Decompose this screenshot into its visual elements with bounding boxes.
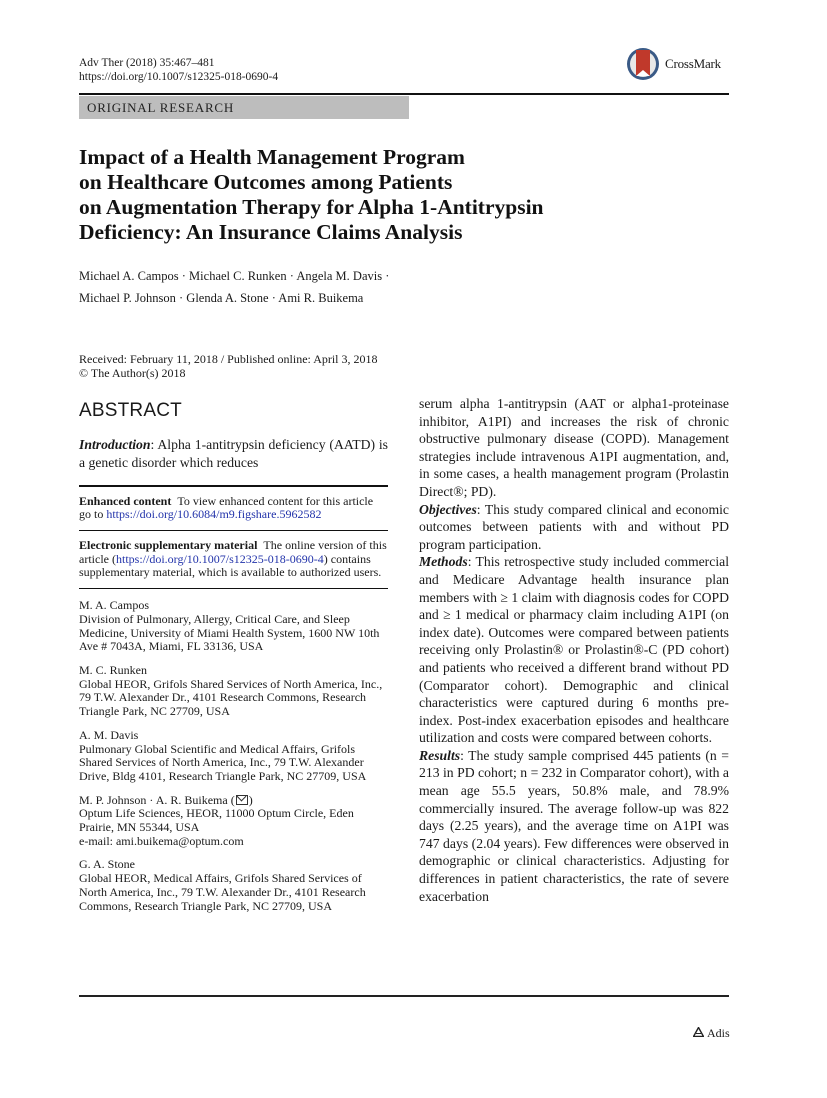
affiliation <box>79 599 388 654</box>
methods-text: : This retrospective study included commercial and Medicare Advantage health insurance plan members with ≥ 1 claim with diagnosis codes for COPD and ≥ 1 medical or pharmacy claim including A1PI (on index date). Outcomes were compared between patients receiving only Prolastin® or Prolastin®-C (PD cohort) and patients who received a different brand without PD (Comparator cohort). Demographic and clinical characteristics were captured during 6 months pre-index. Post-index exacerbation episodes and healthcare utilization and costs were compared between cohorts. <box>419 554 729 746</box>
affiliation-address: Optum Life Sciences, HEOR, 11000 Optum Circle, Eden Prairie, MN 55344, USA <box>79 806 354 835</box>
abstract-methods <box>419 553 729 747</box>
esm-text: The online version of this article ( <box>79 538 387 566</box>
title-line: on Augmentation Therapy for Alpha 1-Antitrypsin <box>79 195 544 219</box>
affiliations <box>79 599 388 913</box>
crossmark-icon <box>626 45 660 83</box>
header-rule <box>79 93 729 95</box>
abstract-objectives <box>419 501 729 554</box>
publisher-name: Adis <box>707 1026 730 1040</box>
abstract-heading: ABSTRACT <box>79 400 182 421</box>
affiliation: M. P. Johnson · A. R. Buikema ( ) Optum Life Sciences, HEOR, 11000 Optum Circle, Eden Prairie, MN 55344, USA e-mail: ami.buikema@optum.com <box>79 794 388 849</box>
journal-header <box>79 56 278 84</box>
left-column <box>79 436 388 923</box>
article-title <box>79 145 719 245</box>
methods-label: Methods <box>419 554 468 570</box>
title-line: Impact of a Health Management Program <box>79 145 465 169</box>
title-line: Deficiency: An Insurance Claims Analysis <box>79 220 463 244</box>
affiliation-address: Global HEOR, Grifols Shared Services of North America, Inc., 79 T.W. Alexander Dr., 4101 Research Commons, Research Triangle Park, NC 27709, USA <box>79 676 383 719</box>
introduction-continued: serum alpha 1-antitrypsin (AAT or alpha1-proteinase inhibitor, A1PI) and increases the risk of chronic obstructive pulmonary disease (COPD). Management strategies include intravenous A1PI augmentation, and, in some cases, a health management program (Prolastin Direct®; PD). <box>419 396 729 499</box>
affiliation-names: M. P. Johnson · A. R. Buikema <box>79 792 228 807</box>
copyright: © The Author(s) 2018 <box>79 366 186 380</box>
results-label: Results <box>419 747 461 763</box>
right-column <box>419 395 729 905</box>
enhanced-content-link[interactable]: https://doi.org/10.6084/m9.figshare.5962582 <box>106 507 322 522</box>
crossmark-label: CrossMark <box>665 56 721 71</box>
enhanced-content-text: To view enhanced content for this article go to <box>79 493 374 522</box>
affiliation-address: Pulmonary Global Scientific and Medical Affairs, Grifols Shared Services of North America, Inc., 79 T.W. Alexander Drive, Bldg 4101, Research Triangle Park, NC 27709, USA <box>79 741 367 783</box>
adis-triangle-icon <box>693 1026 704 1041</box>
esm-link[interactable]: https://doi.org/10.1007/s12325-018-0690-4 <box>115 551 324 566</box>
affiliation <box>79 858 388 913</box>
journal-citation: Adv Ther (2018) 35:467–481 <box>79 57 215 69</box>
envelope-icon <box>236 795 248 805</box>
author-line: Michael A. Campos · Michael C. Runken · Angela M. Davis · <box>79 269 390 283</box>
affiliation-address: Division of Pulmonary, Allergy, Critical Care, and Sleep Medicine, University of Miami Health System, 1600 NW 10th Ave # 7043A, Miami, FL 33136, USA <box>79 611 380 654</box>
abstract-results <box>419 747 729 905</box>
article-doi[interactable]: https://doi.org/10.1007/s12325-018-0690-4 <box>79 71 279 83</box>
corresponding-email[interactable]: e-mail: ami.buikema@optum.com <box>79 833 244 848</box>
crossmark-badge[interactable] <box>626 45 721 83</box>
introduction-label: Introduction <box>79 437 151 452</box>
enhanced-content-label: Enhanced content <box>79 493 172 508</box>
affiliation-address: Global HEOR, Medical Affairs, Grifols Shared Services of North America, Inc., 79 T.W. Alexander Dr., 4101 Research Commons, Research Triangle Park, NC 27709, USA <box>79 871 366 913</box>
objectives-text: : This study compared clinical and economic outcomes between patients with and without PD program participation. <box>419 501 729 552</box>
affiliation-names: A. M. Davis <box>79 727 139 742</box>
esm-text-after: ) contains supplementary material, which is available to authorized users. <box>79 551 382 580</box>
affiliation-names: M. A. Campos <box>79 598 150 613</box>
affiliation-names: M. C. Runken <box>79 663 148 677</box>
received-date: Received: February 11, 2018 / Published online: April 3, 2018 <box>79 352 378 366</box>
title-line: on Healthcare Outcomes among Patients <box>79 170 453 194</box>
objectives-label: Objectives <box>419 501 477 517</box>
enhanced-content-note <box>79 487 388 530</box>
supplementary-material-note <box>79 531 388 588</box>
section-label: ORIGINAL RESEARCH <box>79 96 409 119</box>
esm-label: Electronic supplementary material <box>79 538 258 553</box>
affiliation-names: G. A. Stone <box>79 857 136 872</box>
affiliation <box>79 664 388 719</box>
author-line: Michael P. Johnson · Glenda A. Stone · Ami R. Buikema <box>79 291 364 305</box>
affiliation <box>79 729 388 784</box>
results-text: : The study sample comprised 445 patients (n = 213 in PD cohort; n = 232 in Comparator cohort), with a mean age 55.5 years, 50.8% male, and 78.9% commercially insured. The average follow-up was 822 days (2.25 years), and the average time on A1PI was 747 days (2.04 years). Few differences were observed in demographic or clinical characteristics. Adjusting for differences in patient characteristics, the rate of severe exacerbation <box>419 747 729 904</box>
abstract-introduction-start <box>79 436 388 471</box>
footer-rule <box>79 995 729 997</box>
publication-dates <box>79 352 378 380</box>
introduction-text: : Alpha 1-antitrypsin deficiency (AATD) is a genetic disorder which reduces <box>79 437 388 470</box>
divider <box>79 588 388 590</box>
author-list <box>79 265 389 309</box>
publisher-logo <box>693 1026 730 1041</box>
